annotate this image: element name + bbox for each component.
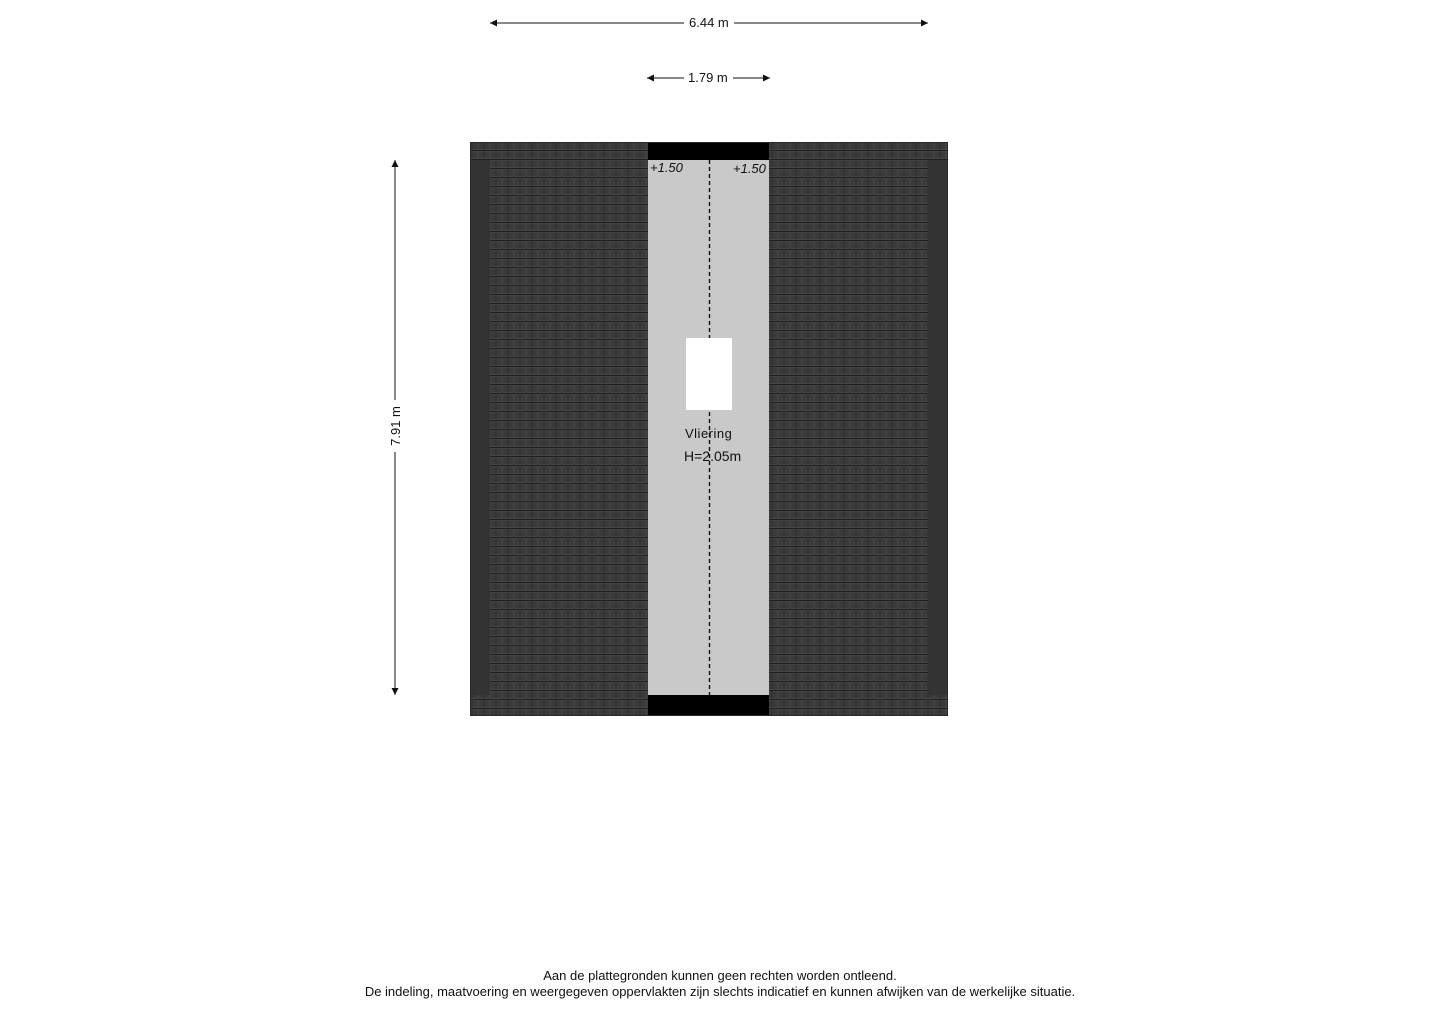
room-height: H=2.05m [684, 448, 742, 464]
wall-bottom [648, 695, 769, 715]
roof-edge-left [471, 143, 490, 715]
level-right-label: +1.50 [733, 161, 766, 176]
disclaimer [0, 968, 1440, 1000]
room-name: Vliering [685, 426, 733, 441]
disclaimer-line-2: De indeling, maatvoering en weergegeven oppervlakten zijn slechts indicatief en kunnen afwijken van de werkelijke situatie. [364, 984, 1076, 999]
total-depth-label: 7.91 m [388, 402, 404, 450]
level-left-label: +1.50 [650, 160, 683, 175]
roof-edge-right [928, 143, 947, 715]
wall-top [648, 143, 769, 160]
total-width-label: 6.44 m [685, 15, 733, 31]
dormer-width-label: 1.79 m [684, 70, 732, 86]
roof-plane-right [769, 160, 928, 695]
disclaimer-line-1: Aan de plattegronden kunnen geen rechten worden ontleend. [543, 968, 897, 983]
attic-hatch [686, 338, 732, 410]
roof-plane-left [490, 160, 648, 695]
